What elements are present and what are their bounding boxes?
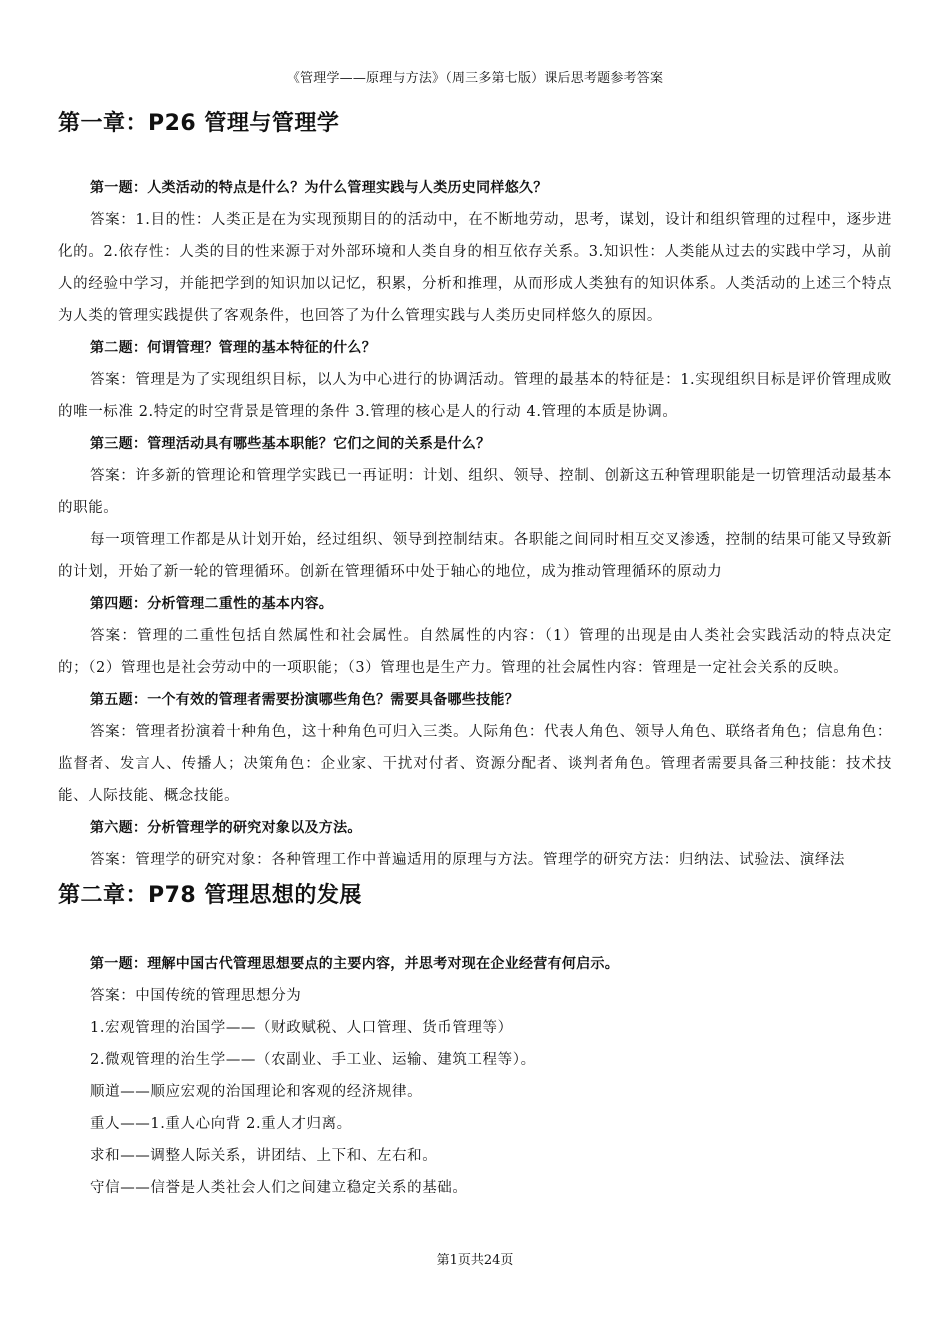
ch1-question-1: 第一题：人类活动的特点是什么？为什么管理实践与人类历史同样悠久？ bbox=[90, 180, 548, 196]
ch1-answer-1: 答案：1.目的性：人类正是在为实现预期目的的活动中，在不断地劳动，思考，谋划，设计和组织管理的过程中，逐步进化的。2.依存性：人类的目的性来源于对外部环境和人类自身的相互依存关系。3.知识性：人类能从过去的实践中学习，从前人的经验中学习，并能把学到的知识加以记忆，积累，分析和推理，从而形成人类独有的知识体系。人类活动的上述三个特点为人类的管理实践提供了客观条件，也回答了为什么管理实践与人类历史同样悠久的原因。 bbox=[58, 212, 892, 324]
ch2-question-1: 第一题：理解中国古代管理思想要点的主要内容，并思考对现在企业经营有何启示。 bbox=[90, 956, 620, 972]
document-header-title: 《管理学——原理与方法》（周三多第七版）课后思考题参考答案 bbox=[286, 71, 664, 86]
ch2-answer-line: 顺道——顺应宏观的治国理论和客观的经济规律。 bbox=[90, 1084, 423, 1100]
chapter-2-title: 第二章：P78 管理思想的发展 bbox=[58, 883, 362, 908]
ch2-answer-line: 守信——信誉是人类社会人们之间建立稳定关系的基础。 bbox=[90, 1180, 468, 1196]
ch2-answer-line: 求和——调整人际关系，讲团结、上下和、左右和。 bbox=[90, 1148, 438, 1164]
ch2-answer-line: 重人——1.重人心向背 2.重人才归离。 bbox=[90, 1116, 352, 1132]
ch1-answer-5: 答案：管理者扮演着十种角色，这十种角色可归入三类。人际角色：代表人角色、领导人角色、联络者角色；信息角色：监督者、发言人、传播人；决策角色：企业家、干扰对付者、资源分配者、谈判者角色。管理者需要具备三种技能：技术技能、人际技能、概念技能。 bbox=[58, 724, 892, 804]
ch1-answer-6: 答案：管理学的研究对象：各种管理工作中普遍适用的原理与方法。管理学的研究方法：归纳法、试验法、演绎法 bbox=[90, 852, 845, 868]
ch2-answer-line: 1.宏观管理的治国学——（财政赋税、人口管理、货币管理等） bbox=[90, 1020, 513, 1036]
ch1-question-6: 第六题：分析管理学的研究对象以及方法。 bbox=[90, 820, 362, 836]
ch1-answer-3: 答案：许多新的管理论和管理学实践已一再证明：计划、组织、领导、控制、创新这五种管理职能是一切管理活动最基本的职能。 bbox=[58, 468, 892, 516]
ch1-question-3: 第三题：管理活动具有哪些基本职能？它们之间的关系是什么？ bbox=[90, 436, 491, 452]
ch1-question-5: 第五题：一个有效的管理者需要扮演哪些角色？需要具备哪些技能？ bbox=[90, 692, 519, 708]
ch1-answer-3-continued: 每一项管理工作都是从计划开始，经过组织、领导到控制结束。各职能之间同时相互交叉渗透，控制的结果可能又导致新的计划，开始了新一轮的管理循环。创新在管理循环中处于轴心的地位，成为推动管理循环的原动力 bbox=[58, 532, 892, 580]
page-footer-number: 第1页共24页 bbox=[436, 1253, 514, 1268]
ch2-answer-line: 2.微观管理的治生学——（农副业、手工业、运输、建筑工程等）。 bbox=[90, 1052, 536, 1068]
document-body bbox=[58, 106, 892, 1204]
ch1-answer-2: 答案：管理是为了实现组织目标，以人为中心进行的协调活动。管理的最基本的特征是：1.实现组织目标是评价管理成败的唯一标准 2.特定的时空背景是管理的条件 3.管理的核心是人的行动 4.管理的本质是协调。 bbox=[58, 372, 892, 420]
ch2-answer-line: 答案：中国传统的管理思想分为 bbox=[90, 988, 302, 1004]
ch1-question-4: 第四题：分析管理二重性的基本内容。 bbox=[90, 596, 334, 612]
ch1-answer-4: 答案：管理的二重性包括自然属性和社会属性。自然属性的内容：（1）管理的出现是由人类社会实践活动的特点决定的；（2）管理也是社会劳动中的一项职能；（3）管理也是生产力。管理的社会属性内容：管理是一定社会关系的反映。 bbox=[58, 628, 892, 676]
ch1-question-2: 第二题：何谓管理？管理的基本特征的什么？ bbox=[90, 340, 376, 356]
chapter-1-title: 第一章：P26 管理与管理学 bbox=[58, 111, 340, 136]
